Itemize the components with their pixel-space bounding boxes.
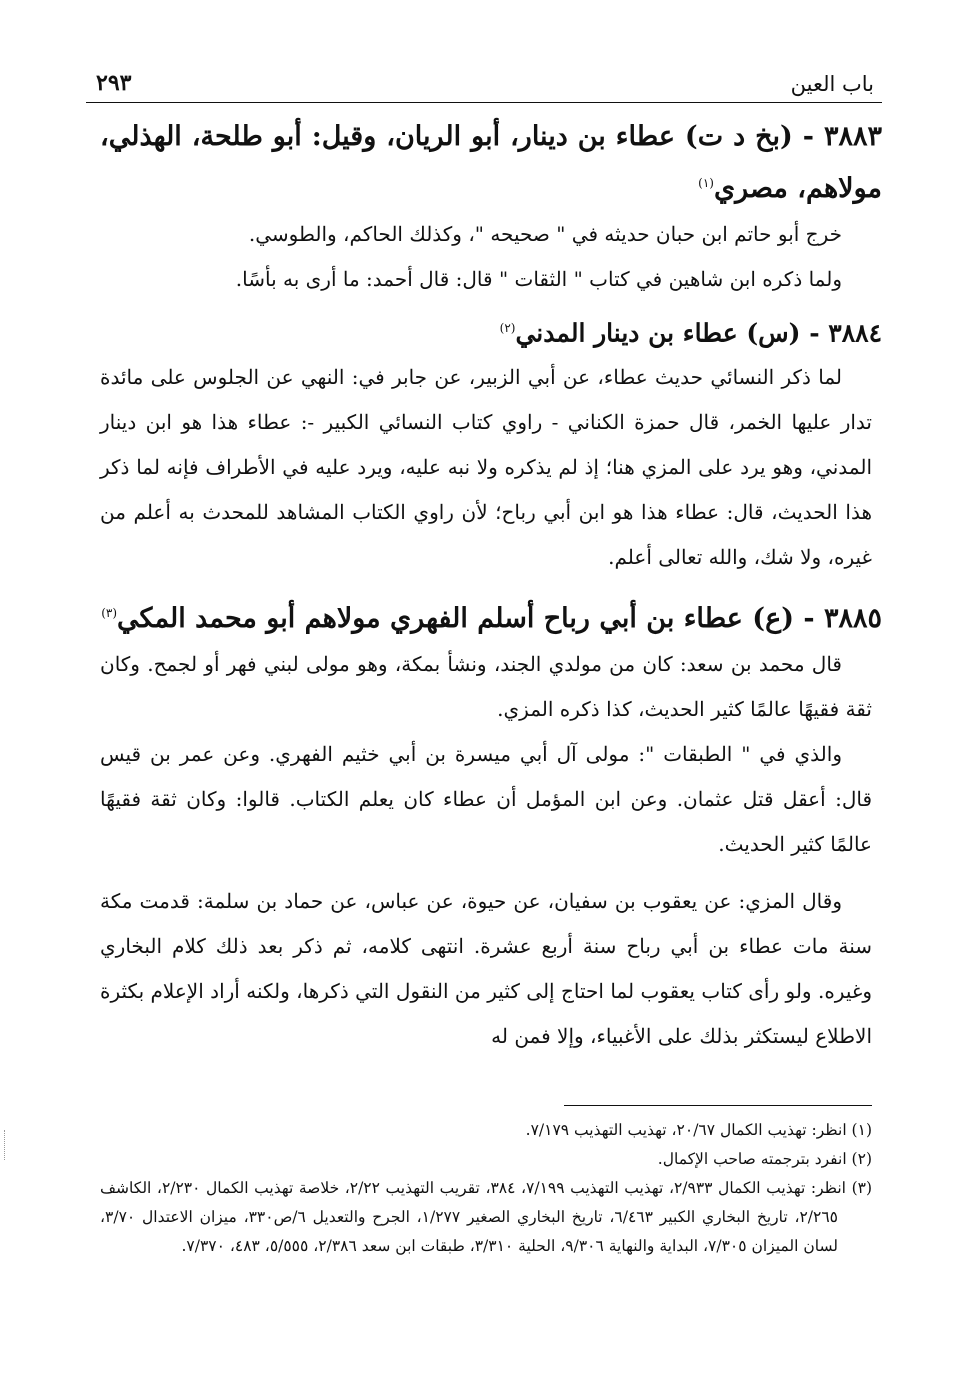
entry-3885-title — [100, 590, 882, 642]
entry-3883-line-2: ولما ذكره ابن شاهين في كتاب " الثقات " قال: قال أحمد: ما أرى به بأسًا. — [235, 267, 842, 291]
chapter-title: باب العين — [790, 72, 874, 96]
entry-3885-paragraph-3: وقال المزي: عن يعقوب بن سفيان، عن حيوة، عن عباس، عن حماد بن سلمة: قدمت مكة سنة مات عطاء بن أبي رباح سنة أربع عشرة. انتهى كلامه، ثم ذكر بعد ذلك كلام البخاري وغيره. ولو رأى كتاب يعقوب لما احتاج إلى كثير من النقول التي ذكرها، ولكنه أراد الإعلام بكثرة الاطلاع ليستكثر بذلك على الأغبياء، وإلا فمن له — [100, 889, 872, 1049]
scan-edge-mark — [4, 1130, 6, 1160]
page-number: ٢٩٣ — [96, 70, 132, 96]
entry-3883-line-1: خرج أبو حاتم ابن حبان حديثه في " صحيحه "، وكذلك الحاكم، والطوسي. — [248, 222, 842, 246]
entry-3885-title-text: ٣٨٨٥ - (ع) عطاء بن أبي رباح أسلم الفهري مولاهم أبو محمد المكي — [117, 603, 882, 635]
footnote-marker-3[interactable]: (٣) — [101, 606, 118, 621]
footnote-divider — [564, 1105, 872, 1106]
footnotes-section — [100, 1105, 872, 1261]
footnote-marker-2[interactable]: (٢) — [499, 321, 516, 335]
entry-3883-title-text: ٣٨٨٣ - (بخ د ت) عطاء بن دينار، أبو الريان، وقيل: أبو طلحة، الهذلي، مولاهم، مصري — [100, 121, 882, 204]
entry-3884-title-text: ٣٨٨٤ - (س) عطاء بن دينار المدني — [515, 318, 882, 348]
running-header — [86, 58, 882, 103]
entry-3884-title — [100, 306, 882, 355]
footnote-1: (١) انظر: تهذيب الكمال ٢٠/٦٧، تهذيب التهذيب ٧/١٧٩. — [525, 1121, 872, 1139]
footnote-3: (٣) انظر: تهذيب الكمال ٢/٩٣٣، تهذيب التهذيب ٧/١٩٩، ٣٨٤، تقريب التهذيب ٢/٢٢، خلاصة تهذيب الكمال ٢/٢٣٠، الكاشف ٢/٢٦٥، تاريخ البخاري الكبير ٦/٤٦٣، تاريخ البخاري الصغير ١/٢٧٧، الجرح والتعديل ٦/ص٣٣٠، ميزان الاعتدال ٣/٧٠، لسان الميزان ٧/٣٠٥، البداية والنهاية ٩/٣٠٦، الحلية ٣/٣١٠، طبقات ابن سعد ٢/٣٨٦، ٥/٥٥٥، ٤٨٣، ٧/٣٧٠. — [100, 1179, 873, 1255]
entry-3885-paragraph-2: والذي في " الطبقات ": مولى آل أبي ميسرة بن أبي خثيم الفهري. وعن عمر بن قيس قال: أعقل قتل عثمان. وعن ابن المؤمل أن عطاء كان يعلم الكتاب. قالوا: وكان ثقة فقيهًا عالمًا كثير الحديث. — [100, 742, 873, 857]
paragraph-gap — [100, 867, 872, 879]
footnote-2: (٢) انفرد بترجمته صاحب الإكمال. — [657, 1150, 872, 1168]
footnote-marker-1[interactable]: (١) — [698, 176, 714, 190]
entry-3884-paragraph: لما ذكر النسائي حديث عطاء، عن أبي الزبير، عن جابر في: النهي عن الجلوس على مائدة تدار عليها الخمر، قال حمزة الكناني - راوي كتاب النسائي الكبير -: عطاء هذا هو ابن دينار المدني، وهو يرد على المزي هنا؛ إذ لم يذكره ولا نبه عليه، ويرد عليه في الأطراف فإنه لما ذكر هذا الحديث، قال: عطاء هذا هو ابن أبي رباح؛ لأن راوي الكتاب المشاهد للمحدث به أعلم من غيره، ولا شك، والله تعالى أعلم. — [100, 365, 872, 570]
entry-3883-title — [100, 113, 882, 212]
entry-3885-paragraph-1: قال محمد بن سعد: كان من مولدي الجند، ونشأ بمكة، وهو مولى لبني فهر أو لجمح. وكان ثقة فقيهًا عالمًا كثير الحديث، كذا ذكره المزي. — [100, 652, 872, 722]
